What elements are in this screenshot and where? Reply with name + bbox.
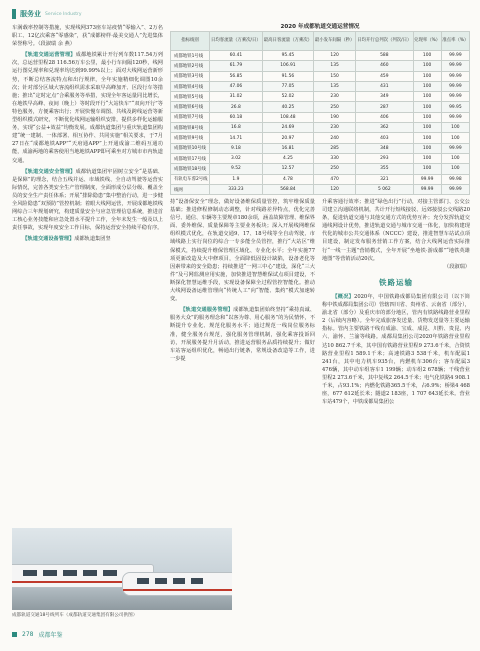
value-cell: 106.91 <box>262 61 313 71</box>
table-row <box>171 153 470 163</box>
line-name-cell: 成都地铁4号线 <box>171 81 210 91</box>
table-row <box>171 174 470 184</box>
table-header-cell: 指标线别 <box>171 32 210 51</box>
value-cell: 100 <box>413 123 441 133</box>
table-row <box>171 123 470 133</box>
paragraph: 车满载率控制等措施，实现线网373座车站疫情“零输入”、2万名职工、12亿次乘客“零感染”，获“成都榜样·最美交通人”先进集体荣誉称号。（段淑瑞 余 燕） <box>12 25 163 48</box>
value-cell: 135 <box>314 81 356 91</box>
value-cell: 108.48 <box>262 112 313 122</box>
table-row <box>171 102 470 112</box>
value-cell: 293 <box>356 153 413 163</box>
table-row <box>171 112 470 122</box>
value-cell: 100 <box>441 133 469 143</box>
paragraph-text: 成都轨道集团坚 <box>74 236 111 243</box>
value-cell: 348 <box>356 143 413 153</box>
value-cell: 60.41 <box>210 51 263 61</box>
value-cell: 52.02 <box>262 92 313 102</box>
topic-tag: 【轨道交通安全管理】 <box>22 168 76 175</box>
value-cell: 333.23 <box>210 184 263 194</box>
signature: （段淑瑞） <box>444 263 470 270</box>
line-name-cell: 成都地铁6号线 <box>171 102 210 112</box>
value-cell: 1.9 <box>210 174 263 184</box>
value-cell: 99.99 <box>441 51 469 61</box>
value-cell: 60.18 <box>210 112 263 122</box>
value-cell: 99.99 <box>441 143 469 153</box>
value-cell: 470 <box>314 174 356 184</box>
topic-tag: 【轨道交通服务管理】 <box>180 307 234 314</box>
paragraph <box>170 306 315 363</box>
value-cell: 287 <box>356 102 413 112</box>
value-cell: 362 <box>356 123 413 133</box>
line-name-cell: 线网 <box>171 184 210 194</box>
value-cell: 100 <box>413 81 441 91</box>
section-marker <box>12 9 16 19</box>
value-cell: 349 <box>356 92 413 102</box>
value-cell: 100 <box>413 133 441 143</box>
value-cell: 100 <box>413 164 441 174</box>
value-cell: 56.85 <box>210 71 263 81</box>
footer-marker <box>12 632 17 637</box>
value-cell: 99.98 <box>441 174 469 184</box>
value-cell: 12.57 <box>262 164 313 174</box>
value-cell: 406 <box>356 112 413 122</box>
value-cell: 24.69 <box>262 123 313 133</box>
value-cell: 5 062 <box>356 184 413 194</box>
value-cell: 403 <box>356 133 413 143</box>
ops-table <box>170 31 470 195</box>
section-header <box>12 8 82 20</box>
value-cell: 100 <box>413 143 441 153</box>
paragraph: 升乘客通行效率；推进“绿色出行”行动，对接主管部门、公交公司建立沟通联络机制，共计开行短线接驳、远郊接驳公交线路20条，促进轨道交通与其他交通方式的优势互补；充分发挥轨道交通线网设计优势，推进轨道交通与城市交通一体化，加快构建现代化的城市公共交通体系（NCCC）建设，推进智慧车站试点项目建设，制定发布服务营销工作方案，结合大线网运营实际推行“一线一主题”营销模式，全年开展“坐地铁·游成都”“地铁英雄地图”等营销活动20次。 <box>322 199 470 262</box>
value-cell: 99.95 <box>441 102 469 112</box>
table-header-cell: 最小发车间隔（秒） <box>314 32 356 51</box>
value-cell: 250 <box>314 164 356 174</box>
value-cell: 100 <box>413 61 441 71</box>
page-number: 278 <box>22 631 34 638</box>
value-cell: 100 <box>441 153 469 163</box>
table-header-cell: 日均开行总列次（列次/日） <box>356 32 413 51</box>
value-cell: 99.99 <box>441 71 469 81</box>
value-cell: 120 <box>314 51 356 61</box>
value-cell: 31.02 <box>210 92 263 102</box>
topic-tag: 【轨道交通运营管理】 <box>22 52 76 59</box>
paragraph <box>12 235 163 243</box>
value-cell: 321 <box>356 174 413 184</box>
column-2 <box>170 198 315 363</box>
value-cell: 240 <box>314 133 356 143</box>
value-cell: 95.45 <box>262 51 313 61</box>
value-cell: 99.99 <box>441 61 469 71</box>
value-cell: 20.97 <box>262 133 313 143</box>
value-cell: 230 <box>314 92 356 102</box>
section-title: 服务业 <box>20 10 41 18</box>
value-cell: 4.25 <box>262 153 313 163</box>
value-cell: 100 <box>413 112 441 122</box>
value-cell: 4.78 <box>262 174 313 184</box>
value-cell: 16.8 <box>210 123 263 133</box>
line-name-cell: 成都地铁1号线 <box>171 51 210 61</box>
line-name-cell: 成都地铁18号线 <box>171 164 210 174</box>
value-cell: 190 <box>314 112 356 122</box>
paragraph-text: 成都地铁累计开行列车数117.54万列次，总运营里程28 116.56万车公里，最小行车间隔120秒，线网运行图兑现率和兑现率均达到99.99%以上；面对大线网运营新形势，不断总结客流特点和出行规律，全年实施精细化调图10余次；针对部分区域大客流组织需求采取早高峰加开、区段行车等措施；推出“定时定点”合乘服务等举措，实现全年客运量同比增长，在地铁早高峰、夜间（晚上）等时段开行“大站快车”“双向开行”等特色服务，方便乘客出行；开展快慢车调图、共线及跨线运营等新型组织模式研究，不断优化线网运输组织安排，提供多样化运输服务，实现“公益+效益”均衡发展。成都轨道集团与重庆轨道集团构建“统一建制、一体部署、相互协作、共同实施”相关要求，于7月27日在“成都地铁APP”“天府通APP”上开通成渝二维码互通功能，成渝两地的乘客使用当地地铁APP即可乘坐对方城市市内轨道交通。 <box>12 52 163 164</box>
value-cell: 9.52 <box>210 164 263 174</box>
column-3 <box>322 198 470 628</box>
value-cell: 330 <box>314 153 356 163</box>
paragraph: 持“设备保安全”理念，做好设备维保质量管控，筑牢维保质量基础；推进修程修制动态调整，针对线路差异特点，优化完善信号、通信、车辆等主要规章180余项，涵盖故障管理、维保界面、委外维保、质量保障等主要业务板块；深入开展线网维保组织模式优化，在轨道交通9、17、18号线等全自动驾驶、市域线路上实行岗位的综合一专多能全员管控，推行“大站区”维保模式，持续提升维保管理区域化、专业化水平；全年实施77项更新改造及大中修项目，全面降低固设计缺陷，设备老化等因素带来的安全隐患；持续推进“一网三中心”建设，深化“三大件”及弓网监测应用实施，加快推进智慧维保试点项目建设，不断探化智慧运维手段，实现设备保障全过程管控智能化。推动大线网设备运维管理向“传统人工”向“智能、集约”模式加速转变。 <box>170 199 315 303</box>
table-row <box>171 133 470 143</box>
value-cell: 135 <box>314 61 356 71</box>
value-cell: 14.71 <box>210 133 263 143</box>
value-cell: 285 <box>314 143 356 153</box>
value-cell: 61.79 <box>210 61 263 71</box>
value-cell: 99.99 <box>441 112 469 122</box>
value-cell: 40.25 <box>262 102 313 112</box>
value-cell: 99.99 <box>441 92 469 102</box>
line-name-cell: 成都地铁5号线 <box>171 92 210 102</box>
topic-tag: 【概况】 <box>332 293 355 300</box>
value-cell: 99.99 <box>413 184 441 194</box>
table-row <box>171 51 470 61</box>
train-figure <box>122 572 232 596</box>
line-name-cell: 成都地铁7号线 <box>171 112 210 122</box>
value-cell: 100 <box>413 102 441 112</box>
table-row <box>171 81 470 91</box>
value-cell: 99.99 <box>441 81 469 91</box>
value-cell: 250 <box>314 102 356 112</box>
value-cell: 431 <box>356 81 413 91</box>
table-header-cell: 日均客流量（万乘次/日） <box>210 32 263 51</box>
table-row <box>171 184 470 194</box>
topic-tag: 【轨道交通设备管理】 <box>22 236 75 243</box>
value-cell: 100 <box>413 153 441 163</box>
value-cell: 588 <box>356 51 413 61</box>
value-cell: 100 <box>441 164 469 174</box>
paragraph-text: 2020年，中国铁路成都局集团有限公司（以下简称中铁成都局集团公司）管辖四川省、贵州省、云南省（部分），渝北省（部分）及重庆市的部分地区，管内有铁路线路营业里程2（后续内容略）。全年完成旅客发送量、货物发送量等主要运输指标。管内主要铁路干线有成渝、宝成、成昆、川黔、贵昆、内六、渝怀、兰渝等线路。成都局集团公司2020年铁路营业里程达10 862.7千米，其中国有铁路营业里程9 273.6千米，合资铁路营业里程1 589.1千米；高速铁路3 538千米，机车配属1 241台，其中电力机车935台，内燃机车306台；客车配属3 476辆，其中动车组客车1 199辆；动车组2 678辆；干线营业里程2 273.6千米，其中复线2 264.5千米；电气化铁路4 908.1千米，占93.1%；内燃化铁路365.5千米，占6.9%；桥梁4 468座，677 612延长米；隧道2 183座，1 707 643延长米。营业车站479个，中铁成都局集团公 <box>322 293 470 406</box>
paragraph <box>322 293 470 406</box>
column-1 <box>12 24 163 243</box>
table-title: 2020 年成都轨道交通运营情况 <box>280 24 360 30</box>
value-cell: 3.02 <box>210 153 263 163</box>
value-cell: 150 <box>314 71 356 81</box>
yearbook-name: 成都年鉴 <box>38 632 63 639</box>
value-cell: 120 <box>314 184 356 194</box>
paragraph-text: 成都轨道集团牢固树立安全“是基础、是保障”的理念，结合五线并运、市域铁线、全自动驾驶等运营实际情况，完善各类安全生产管理制度，全面形成分层分级、覆盖全员的安全生产责任体系；开展“排除隐患”集中整治行动，进一步健全风险隐患“双预防”管控机制；着眼大线网运营，开展成都地铁线网综合三年规划研究，构建质量安全与应急管理信息系统，推进首工核心业务技能和应急处置水平提升工作，全年未发生一般及以上责任事故，实现年度安全工作目标，保持运营安全持续平稳有序。 <box>12 168 163 232</box>
line-name-cell: 成都地铁3号线 <box>171 71 210 81</box>
section-heading: 铁路运输 <box>379 277 413 287</box>
line-name-cell: 成都地铁9号线 <box>171 133 210 143</box>
value-cell: 99.99 <box>441 184 469 194</box>
table-row <box>171 92 470 102</box>
line-name-cell: 成都地铁2号线 <box>171 61 210 71</box>
value-cell: 355 <box>356 164 413 174</box>
table-row <box>171 164 470 174</box>
line-name-cell: 有轨电车蓉2号线 <box>171 174 210 184</box>
value-cell: 460 <box>356 61 413 71</box>
line-name-cell: 成都地铁17号线 <box>171 153 210 163</box>
line-name-cell: 成都地铁10号线 <box>171 143 210 153</box>
table-row <box>171 71 470 81</box>
table-row <box>171 143 470 153</box>
table-row <box>171 61 470 71</box>
value-cell: 230 <box>314 123 356 133</box>
value-cell: 99.99 <box>413 174 441 184</box>
value-cell: 26.8 <box>210 102 263 112</box>
value-cell: 47.06 <box>210 81 263 91</box>
table-header-cell: 准点率（%） <box>441 32 469 51</box>
line-name-cell: 成都地铁8号线 <box>171 123 210 133</box>
value-cell: 16.81 <box>262 143 313 153</box>
value-cell: 91.56 <box>262 71 313 81</box>
paragraph <box>12 168 163 233</box>
value-cell: 77.05 <box>262 81 313 91</box>
table-header-cell: 兑现率（%） <box>413 32 441 51</box>
value-cell: 568.84 <box>262 184 313 194</box>
paragraph-text: 成都轨道集团始终坚持“乘持真诚、服务大众”的服务理念和“以客为尊、用心服务”的为民情怀，不断提升专业化、规范化服务水平；通过规范一线岗位服务标准，健全服务台规范，强化服务管理机制，强化乘客投诉回访，开展服务提升月活动，推进运营服务品质持续提升；做好车站客运组织优化，畅通出行链条，常规设备改造等工作，进一步提 <box>170 307 315 362</box>
value-cell: 100 <box>441 123 469 133</box>
table-header-cell: 最高日客流量（万乘次） <box>262 32 313 51</box>
train-photo <box>12 528 232 610</box>
value-cell: 100 <box>413 71 441 81</box>
value-cell: 459 <box>356 71 413 81</box>
photo-caption: 成都轨道交通18号线列车（成都轨道交通集团有限公司供图） <box>12 613 138 618</box>
paragraph <box>12 51 163 164</box>
value-cell: 100 <box>413 51 441 61</box>
value-cell: 9.18 <box>210 143 263 153</box>
value-cell: 100 <box>413 92 441 102</box>
section-title-en: Service Industry <box>45 11 82 17</box>
page-footer <box>12 630 62 639</box>
